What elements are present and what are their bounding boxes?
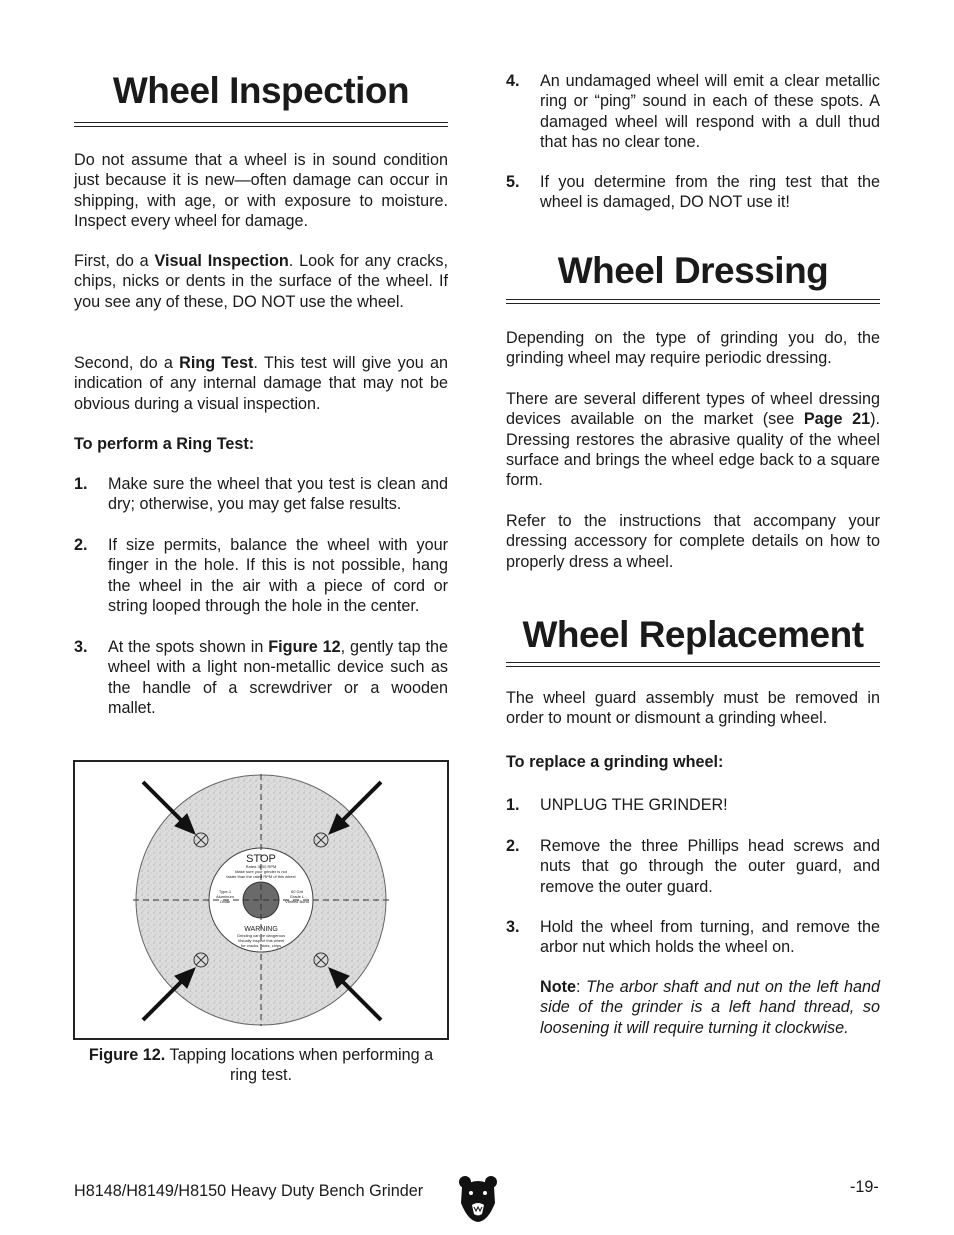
bear-head-logo-icon xyxy=(458,1173,498,1223)
grinding-wheel-diagram xyxy=(75,762,447,1038)
ring-step-4: 4. An undamaged wheel will emit a clear metallic ring or “ping” sound in each of these spots. A damaged wheel will respond with a dull thud that has no clear tone. xyxy=(506,72,880,151)
label-right1: 60 Grit xyxy=(290,889,304,894)
dressing-paragraph-3: Refer to the instructions that accompany your dressing accessory for complete details on how to properly dress a wheel. xyxy=(506,512,880,571)
replace-step-1: 1. UNPLUG THE GRINDER! xyxy=(506,796,728,814)
arbor-note: Note: The arbor shaft and nut on the left hand side of the grinder is a left hand thread, so loosening it will require turning it clockwise. xyxy=(540,978,880,1037)
dressing-paragraph-2: There are several different types of wheel dressing devices available on the market (see Page 21). Dressing restores the abrasive quality of the wheel surface and brings the wheel edge back to a square form. xyxy=(506,390,880,490)
ring-test-paragraph: Second, do a Ring Test. This test will give you an indication of any internal damage that may not be obvious during a visual inspection. xyxy=(74,354,449,413)
footer-page-number: -19- xyxy=(850,1178,879,1196)
title-rule xyxy=(506,662,880,667)
title-rule xyxy=(506,299,880,304)
label-warning: WARNING xyxy=(244,926,278,933)
wheel-replacement-title: Wheel Replacement xyxy=(522,614,864,655)
label-stop: STOP xyxy=(246,853,276,865)
label-left3: Oxide xyxy=(219,899,231,904)
title-rule xyxy=(74,122,448,127)
ring-step-2: 2. If size permits, balance the wheel with your finger in the hole. If this is not possible, hang the wheel in the air with a piece of cord or string looped through the hole in the center. xyxy=(74,536,448,615)
replace-heading: To replace a grinding wheel: xyxy=(506,753,724,771)
label-left1: Type-1 xyxy=(218,889,232,894)
replace-step-2: 2. Remove the three Phillips head screws and nuts that go through the outer guard, and remove the outer guard. xyxy=(506,837,880,896)
label-warn-sub3: for cracks, nicks, chips xyxy=(240,943,282,948)
wheel-dressing-title: Wheel Dressing xyxy=(557,250,829,291)
label-left2: Aluminum xyxy=(216,894,234,899)
figure-12-frame xyxy=(73,760,449,1040)
label-stop-sub2: Make sure your grinder is not xyxy=(235,869,287,874)
figure-12-caption: Figure 12. Tapping locations when performing a ring test. xyxy=(88,1046,434,1085)
footer-model: H8148/H8149/H8150 Heavy Duty Bench Grinder xyxy=(74,1182,424,1200)
ring-step-1: 1. Make sure the wheel that you test is clean and dry; otherwise, you may get false results. xyxy=(74,475,448,514)
dressing-paragraph-1: Depending on the type of grinding you do, the grinding wheel may require periodic dressing. xyxy=(506,329,880,368)
label-warn-sub2: Visually inspect this wheel xyxy=(237,938,285,943)
label-right3: Vitrified Bond xyxy=(285,899,309,904)
label-stop-sub1: Rated 3600 RPM xyxy=(245,864,277,869)
wheel-inspection-title: Wheel Inspection xyxy=(112,70,410,111)
label-stop-sub3: faster than the rated RPM of this wheel xyxy=(226,874,296,879)
ring-step-3: 3. At the spots shown in Figure 12, gently tap the wheel with a light non-metallic device such as the handle of a screwdriver or a wooden mallet. xyxy=(74,638,448,717)
replacement-paragraph: The wheel guard assembly must be removed in order to mount or dismount a grinding wheel. xyxy=(506,689,880,728)
label-warn-sub1: Grinding can be dangerous xyxy=(236,933,286,938)
replace-step-3: 3. Hold the wheel from turning, and remove the arbor nut which holds the wheel on. xyxy=(506,918,880,957)
label-right2: Grade L xyxy=(289,894,305,899)
visual-inspection-paragraph: First, do a Visual Inspection. Look for any cracks, chips, nicks or dents in the surface of the wheel. If you see any of these, DO NOT use the wheel. xyxy=(74,252,448,311)
inspection-intro: Do not assume that a wheel is in sound condition just because it is new—often damage can occur in shipping, with age, or with exposure to moisture. Inspect every wheel for damage. xyxy=(74,151,448,230)
ring-step-5: 5. If you determine from the ring test that the wheel is damaged, DO NOT use it! xyxy=(506,173,880,212)
ring-test-heading: To perform a Ring Test: xyxy=(74,435,255,453)
